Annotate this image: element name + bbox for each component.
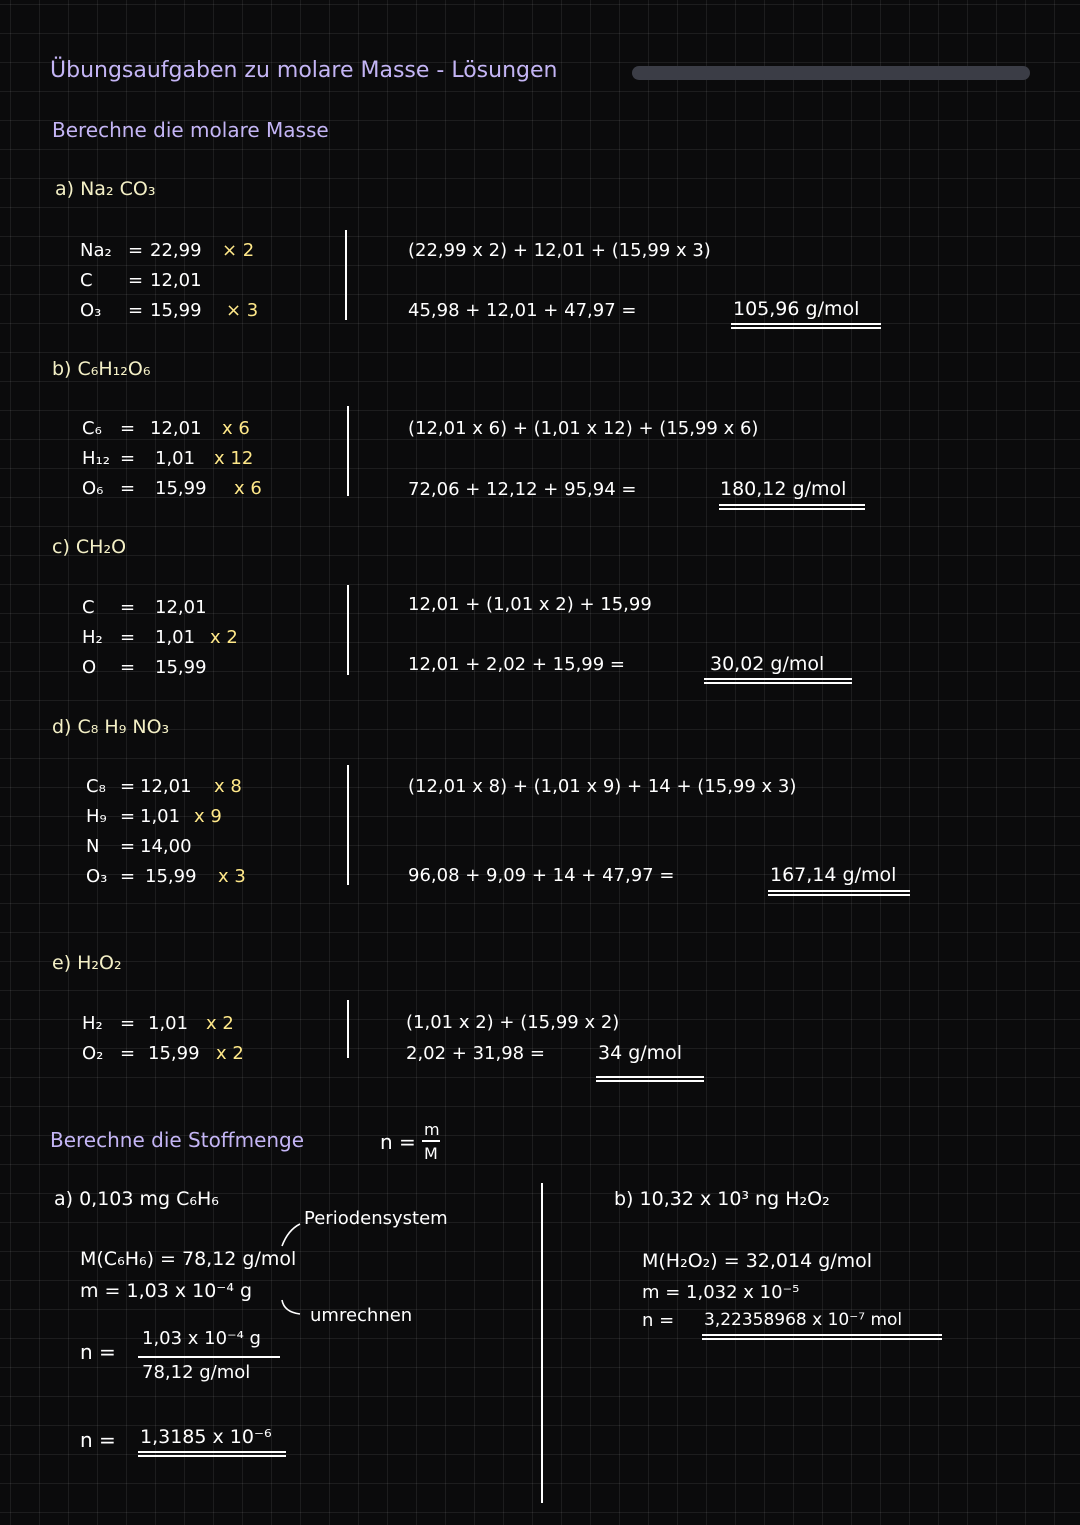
element-symbol: H₂ — [82, 627, 103, 648]
molar-mass-line: M(H₂O₂) = 32,014 g/mol — [642, 1250, 873, 1272]
annotation-arrow-icon — [278, 1298, 308, 1322]
page-title: Übungsaufgaben zu molare Masse - Lösungen — [50, 58, 558, 83]
atomic-mass: 15,99 — [155, 657, 207, 678]
multiplier: x 2 — [216, 1043, 244, 1064]
equals-sign: = — [128, 270, 144, 291]
multiplier: x 8 — [214, 776, 242, 797]
element-symbol: Na₂ — [80, 240, 112, 261]
atomic-mass: 12,01 — [155, 597, 207, 618]
multiplier: x 3 — [218, 866, 246, 887]
task-d-equation-2: 96,08 + 9,09 + 14 + 47,97 = — [408, 865, 675, 886]
equals-sign: = — [120, 866, 136, 887]
equals-sign: = — [120, 597, 136, 618]
task-b-equation-1: (12,01 x 6) + (1,01 x 12) + (15,99 x 6) — [408, 418, 759, 439]
annotation-arrow-icon — [270, 1220, 310, 1250]
amount-task-a-result: 1,3185 x 10⁻⁶ — [140, 1426, 272, 1448]
equals-sign: = — [128, 240, 144, 261]
element-symbol: C — [82, 597, 95, 618]
task-c-result: 30,02 g/mol — [710, 653, 825, 675]
section-heading-molar-mass: Berechne die molare Masse — [52, 118, 329, 142]
task-e-equation-1: (1,01 x 2) + (15,99 x 2) — [406, 1012, 620, 1033]
atomic-mass: 15,99 — [150, 300, 202, 321]
section-heading-amount-of-substance: Berechne die Stoffmenge — [50, 1128, 305, 1152]
amount-lhs: n = — [80, 1340, 116, 1364]
multiplier: x 9 — [194, 806, 222, 827]
task-d-result: 167,14 g/mol — [770, 864, 897, 886]
mass-line: m = 1,032 x 10⁻⁵ — [642, 1282, 800, 1303]
amount-lhs: n = — [642, 1310, 675, 1331]
molar-mass-line: M(C₆H₆) = 78,12 g/mol — [80, 1248, 297, 1270]
element-symbol: C₈ — [86, 776, 106, 797]
multiplier: x 12 — [214, 448, 254, 469]
element-symbol: O₃ — [86, 866, 108, 887]
task-b-result: 180,12 g/mol — [720, 478, 847, 500]
double-underline — [702, 1334, 942, 1340]
task-e-label: e) H₂O₂ — [52, 952, 122, 974]
multiplier: x 6 — [234, 478, 262, 499]
separator-line — [345, 230, 347, 320]
element-symbol: H₉ — [86, 806, 107, 827]
column-separator — [541, 1183, 543, 1503]
task-c-label: c) CH₂O — [52, 536, 127, 558]
task-e-result: 34 g/mol — [598, 1042, 683, 1064]
multiplier: x 2 — [210, 627, 238, 648]
element-symbol: H₂ — [82, 1013, 103, 1034]
atomic-mass: 15,99 — [155, 478, 207, 499]
element-symbol: O₆ — [82, 478, 104, 499]
separator-line — [347, 1000, 349, 1058]
element-symbol: H₁₂ — [82, 448, 110, 469]
note-umrechnen: umrechnen — [310, 1305, 413, 1326]
double-underline — [138, 1451, 286, 1457]
equals-sign: = — [120, 657, 136, 678]
fraction-numerator: 1,03 x 10⁻⁴ g — [142, 1328, 261, 1349]
atomic-mass: 15,99 — [145, 866, 197, 887]
double-underline — [719, 504, 865, 510]
equals-sign: = — [120, 1043, 136, 1064]
double-underline — [768, 890, 910, 896]
atomic-mass: 12,01 — [150, 270, 202, 291]
formula-denominator: M — [424, 1144, 438, 1163]
double-underline — [704, 678, 852, 684]
element-symbol: C — [80, 270, 93, 291]
equals-sign: = — [120, 627, 136, 648]
amount-task-b-result: 3,22358968 x 10⁻⁷ mol — [704, 1310, 903, 1330]
atomic-mass: 1,01 — [148, 1013, 189, 1034]
atomic-mass: 14,00 — [140, 836, 192, 857]
title-highlight-bar — [632, 66, 1030, 80]
double-underline — [731, 323, 881, 329]
task-d-equation-1: (12,01 x 8) + (1,01 x 9) + 14 + (15,99 x 3) — [408, 776, 797, 797]
multiplier: x 6 — [222, 418, 250, 439]
double-underline — [596, 1076, 704, 1082]
amount-result-lhs: n = — [80, 1428, 116, 1452]
task-c-equation-2: 12,01 + 2,02 + 15,99 = — [408, 654, 625, 675]
element-symbol: C₆ — [82, 418, 102, 439]
multiplier: × 2 — [222, 240, 255, 261]
fraction-line — [138, 1356, 280, 1358]
element-symbol: N — [86, 836, 100, 857]
equals-sign: = — [120, 478, 136, 499]
task-c-equation-1: 12,01 + (1,01 x 2) + 15,99 — [408, 594, 652, 615]
task-a-result: 105,96 g/mol — [733, 298, 860, 320]
task-e-equation-2: 2,02 + 31,98 = — [406, 1043, 545, 1064]
element-symbol: O₃ — [80, 300, 102, 321]
separator-line — [347, 585, 349, 675]
atomic-mass: 12,01 — [150, 418, 202, 439]
equals-sign: = — [120, 806, 136, 827]
task-a-equation-1: (22,99 x 2) + 12,01 + (15,99 x 3) — [408, 240, 711, 261]
multiplier: x 2 — [206, 1013, 234, 1034]
atomic-mass: 22,99 — [150, 240, 202, 261]
task-a-equation-2: 45,98 + 12,01 + 47,97 = — [408, 300, 637, 321]
atomic-mass: 1,01 — [155, 448, 196, 469]
separator-line — [347, 765, 349, 885]
equals-sign: = — [120, 418, 136, 439]
atomic-mass: 12,01 — [140, 776, 192, 797]
amount-task-b-label: b) 10,32 x 10³ ng H₂O₂ — [614, 1188, 830, 1210]
separator-line — [347, 406, 349, 496]
task-a-label: a) Na₂ CO₃ — [55, 178, 156, 200]
formula-numerator: m — [424, 1120, 440, 1139]
equals-sign: = — [120, 448, 136, 469]
amount-task-a-label: a) 0,103 mg C₆H₆ — [54, 1188, 219, 1210]
formula-lhs: n = — [380, 1130, 416, 1154]
element-symbol: O — [82, 657, 97, 678]
atomic-mass: 15,99 — [148, 1043, 200, 1064]
equals-sign: = — [120, 776, 136, 797]
task-b-equation-2: 72,06 + 12,12 + 95,94 = — [408, 479, 637, 500]
element-symbol: O₂ — [82, 1043, 104, 1064]
mass-line: m = 1,03 x 10⁻⁴ g — [80, 1280, 253, 1302]
atomic-mass: 1,01 — [140, 806, 181, 827]
task-d-label: d) C₈ H₉ NO₃ — [52, 716, 170, 738]
atomic-mass: 1,01 — [155, 627, 196, 648]
equals-sign: = — [120, 1013, 136, 1034]
equals-sign: = — [120, 836, 136, 857]
multiplier: × 3 — [226, 300, 259, 321]
task-b-label: b) C₆H₁₂O₆ — [52, 358, 151, 380]
note-periodensystem: Periodensystem — [304, 1208, 448, 1229]
fraction-denominator: 78,12 g/mol — [142, 1362, 251, 1383]
equals-sign: = — [128, 300, 144, 321]
fraction-line — [422, 1140, 440, 1142]
